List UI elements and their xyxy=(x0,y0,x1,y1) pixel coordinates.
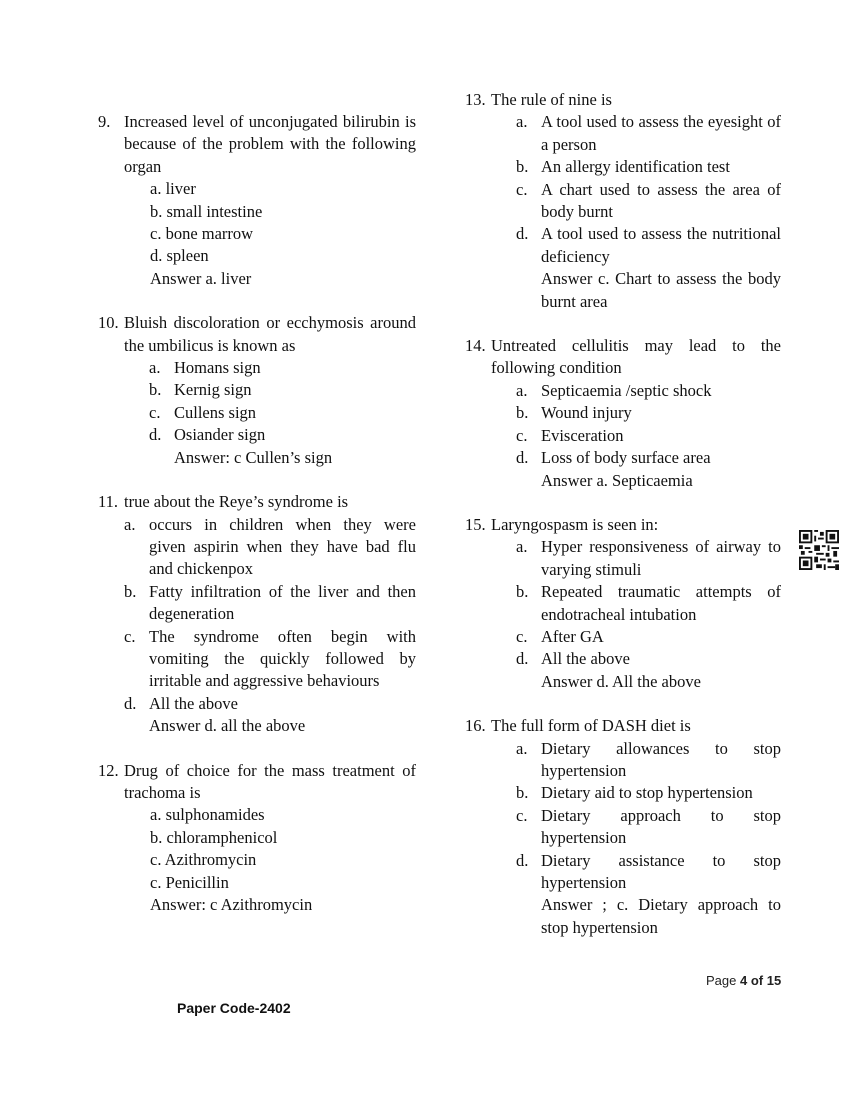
question-text: The rule of nine is xyxy=(491,90,612,109)
answer-text: Answer a. Septicaemia xyxy=(541,470,693,490)
question-stem xyxy=(465,89,781,111)
answer-text: Answer c. Chart to assess the body burnt area xyxy=(541,269,781,311)
question-text: Increased level of unconjugated bilirubin is because of the problem with the following organ xyxy=(124,112,416,176)
option-list xyxy=(98,514,416,738)
question-text: The full form of DASH diet is xyxy=(491,716,691,736)
option-text: Wound injury xyxy=(541,403,632,423)
question-stem xyxy=(465,715,781,737)
option-item: d. spleen xyxy=(150,246,209,266)
option-item xyxy=(516,850,781,895)
question-stem xyxy=(98,760,416,805)
option-item xyxy=(516,626,781,648)
question-number: 11. xyxy=(98,492,119,512)
option-label: b. xyxy=(516,582,529,602)
option-text: Evisceration xyxy=(541,425,624,445)
option-item xyxy=(124,514,416,581)
option-item xyxy=(516,111,781,156)
question-number: 15. xyxy=(465,514,486,534)
option-item xyxy=(516,581,781,626)
question-stem xyxy=(98,491,416,513)
option-text: The syndrome often begin with vomiting the quickly followed by irritable and aggressive behaviours xyxy=(149,626,416,691)
answer-text: Answer d. all the above xyxy=(149,716,306,736)
question-block xyxy=(465,514,781,693)
option-item xyxy=(516,782,781,804)
option-label: b. xyxy=(516,157,529,177)
option-text: Septicaemia /septic shock xyxy=(541,380,712,400)
answer-text: Answer ; c. Dietary approach to stop hypertension xyxy=(541,895,781,937)
question-stem xyxy=(465,335,781,380)
option-label: a. xyxy=(516,537,528,557)
option-text: After GA xyxy=(541,626,604,646)
option-text: A tool used to assess the nutritional deficiency xyxy=(541,224,781,266)
option-text: Kernig sign xyxy=(174,380,252,400)
question-block xyxy=(98,312,416,469)
question-number: 14. xyxy=(465,336,490,356)
option-list xyxy=(465,536,781,693)
question-text: true about the Reye’s syndrome is xyxy=(124,492,349,512)
option-list xyxy=(465,380,781,492)
option-label: a. xyxy=(516,738,528,758)
option-label: a. xyxy=(516,112,528,132)
option-list xyxy=(98,804,416,916)
option-item xyxy=(149,379,416,401)
question-text: Untreated cellulitis may lead to the following condition xyxy=(491,336,781,378)
option-text: Loss of body surface area xyxy=(541,448,711,468)
question-stem xyxy=(98,312,416,357)
question-number: 12. xyxy=(98,760,119,780)
option-label: d. xyxy=(516,649,529,669)
option-label: d. xyxy=(516,448,529,468)
option-item xyxy=(516,179,781,224)
answer-text: Answer: c Azithromycin xyxy=(150,895,313,914)
option-item xyxy=(516,223,781,268)
option-item xyxy=(516,402,781,424)
option-text: Homans sign xyxy=(174,358,261,378)
option-list xyxy=(98,178,416,290)
question-block xyxy=(98,491,416,737)
option-text: Repeated traumatic attempts of endotracheal intubation xyxy=(541,582,781,624)
option-item xyxy=(124,581,416,626)
option-item xyxy=(516,156,781,178)
option-item xyxy=(149,424,416,446)
option-text: occurs in children when they were given aspirin when they have bad flu and chickenpox xyxy=(149,514,416,579)
option-text: Cullens sign xyxy=(174,402,257,422)
option-label: d. xyxy=(516,850,529,870)
option-text: Dietary allowances to stop hypertension xyxy=(541,738,781,780)
option-label: c. xyxy=(149,402,161,422)
option-item xyxy=(516,425,781,447)
option-label: c. xyxy=(516,425,528,445)
question-text: Laryngospasm is seen in: xyxy=(491,514,659,534)
option-item xyxy=(149,402,416,424)
option-label: b. xyxy=(516,783,529,803)
option-item xyxy=(516,648,781,670)
option-text: An allergy identification test xyxy=(541,157,730,177)
question-stem xyxy=(98,111,416,178)
answer-text: Answer: c Cullen’s sign xyxy=(174,447,333,467)
option-text: Dietary assistance to stop hypertension xyxy=(541,850,781,892)
question-block xyxy=(98,760,416,917)
option-label: c. xyxy=(516,805,528,825)
question-block xyxy=(98,111,416,290)
option-label: b. xyxy=(149,380,162,400)
page-number: Page 4 of 15 xyxy=(706,973,782,988)
option-label: a. xyxy=(124,514,136,534)
option-item xyxy=(516,536,781,581)
option-label: c. xyxy=(516,626,528,646)
left-column xyxy=(98,111,416,938)
question-number: 13. xyxy=(465,90,486,109)
option-item xyxy=(516,738,781,783)
option-item: c. bone marrow xyxy=(150,224,254,244)
option-item xyxy=(516,380,781,402)
option-item xyxy=(124,693,416,715)
option-item xyxy=(516,447,781,469)
option-label: b. xyxy=(516,403,529,423)
option-text: All the above xyxy=(149,693,238,713)
question-number: 9. xyxy=(98,112,115,131)
option-list xyxy=(465,111,781,313)
option-item xyxy=(149,357,416,379)
option-text: Dietary approach to stop hypertension xyxy=(541,805,781,848)
option-text: Dietary aid to stop hypertension xyxy=(541,783,753,803)
option-item: b. chloramphenicol xyxy=(150,827,278,847)
option-item: a. sulphonamides xyxy=(150,805,265,825)
answer-text: Answer d. All the above xyxy=(541,671,701,691)
option-item: c. Penicillin xyxy=(150,872,229,892)
right-column xyxy=(465,89,781,961)
option-item xyxy=(516,805,781,850)
question-number: 16. xyxy=(465,716,486,736)
option-label: d. xyxy=(124,693,137,713)
option-label: a. xyxy=(149,358,161,378)
paper-code: Paper Code-2402 xyxy=(177,1000,291,1016)
option-list xyxy=(465,738,781,940)
option-item: a. liver xyxy=(150,179,196,199)
question-text: Drug of choice for the mass treatment of trachoma is xyxy=(124,760,416,802)
qr-code-icon xyxy=(799,530,839,570)
question-block xyxy=(465,335,781,492)
option-text: Fatty infiltration of the liver and then degeneration xyxy=(149,581,416,624)
option-label: c. xyxy=(124,626,136,646)
question-stem xyxy=(465,514,781,536)
answer-text: Answer a. liver xyxy=(150,268,252,288)
question-block xyxy=(465,89,781,313)
question-block xyxy=(465,715,781,939)
option-label: d. xyxy=(516,224,529,244)
option-label: b. xyxy=(124,581,137,601)
question-text: Bluish discoloration or ecchymosis around the umbilicus is known as xyxy=(124,313,416,355)
option-text: A tool used to assess the eyesight of a person xyxy=(541,112,781,154)
option-item xyxy=(124,626,416,693)
option-text: Hyper responsiveness of airway to varying stimuli xyxy=(541,537,781,579)
option-text: A chart used to assess the area of body burnt xyxy=(541,179,781,222)
option-list xyxy=(98,357,416,469)
option-text: All the above xyxy=(541,649,630,669)
option-text: Osiander sign xyxy=(174,425,266,445)
option-item: c. Azithromycin xyxy=(150,850,257,870)
option-label: c. xyxy=(516,179,528,199)
option-item: b. small intestine xyxy=(150,201,263,221)
option-label: d. xyxy=(149,425,162,445)
option-label: a. xyxy=(516,380,528,400)
question-number: 10. xyxy=(98,313,119,333)
